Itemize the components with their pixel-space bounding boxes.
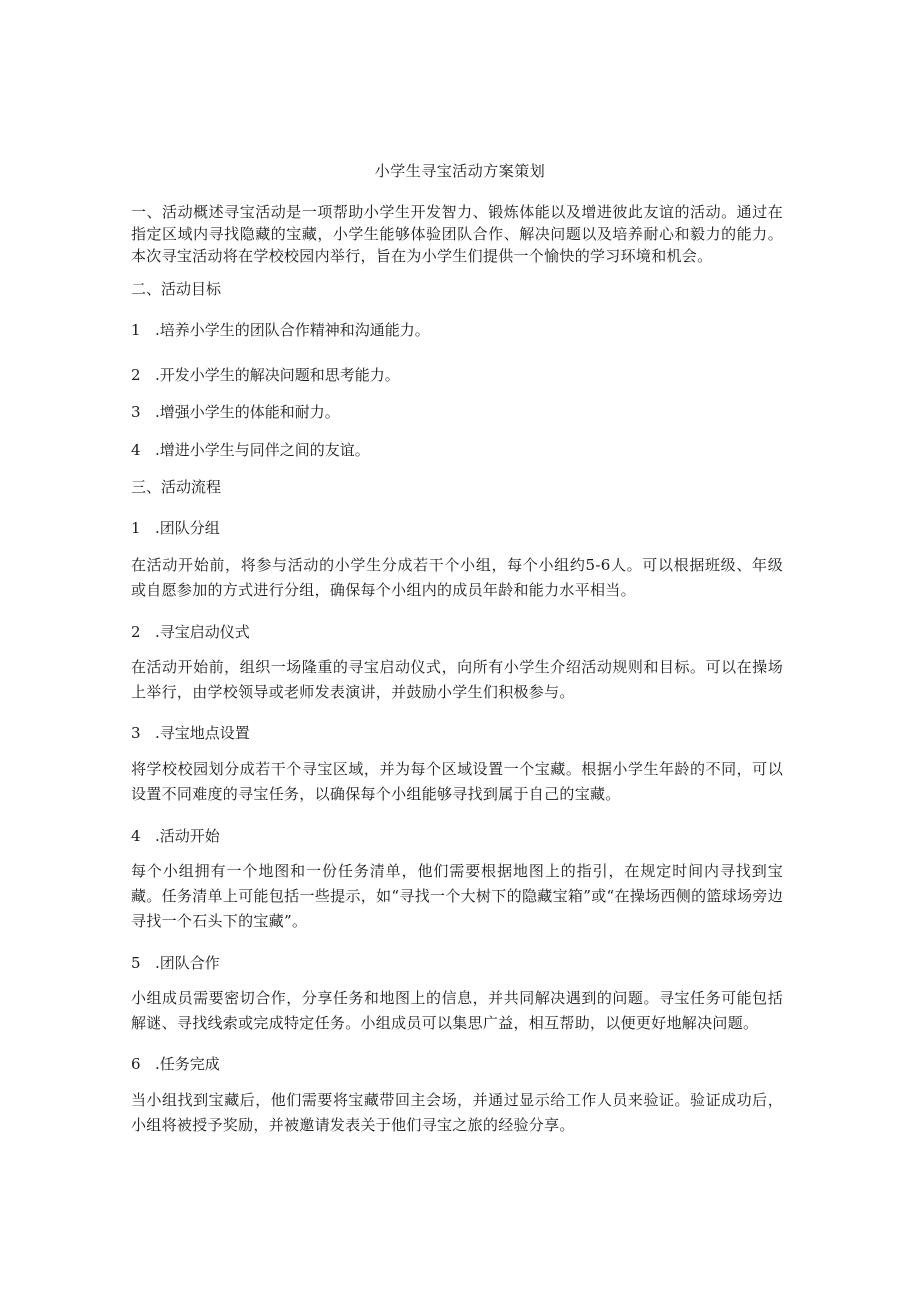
step-heading: [131, 723, 250, 744]
goal-item-text: .培养小学生的团队合作精神和沟通能力。: [155, 321, 430, 339]
step-heading: [131, 953, 220, 974]
goal-item-text: .增进小学生与同伴之间的友谊。: [155, 441, 370, 459]
step-paragraph: 将学校校园划分成若干个寻宝区域，并为每个区域设置一个宝藏。根据小学生年龄的不同，可以设置不同难度的寻宝任务，以确保每个小组能够寻找到属于自己的宝藏。: [131, 760, 783, 803]
section-process-heading: 三、活动流程: [131, 478, 222, 496]
step-title: .寻宝启动仪式: [155, 623, 250, 641]
goal-item-number: 1: [131, 321, 141, 339]
step-number: 6: [131, 1055, 141, 1073]
step-paragraph: 在活动开始前，将参与活动的小学生分成若干个小组，每个小组约5-6人。可以根据班级、年级或自愿参加的方式进行分组，确保每个小组内的成员年龄和能力水平相当。: [131, 556, 783, 599]
step-heading: [131, 826, 220, 847]
step-title: .团队分组: [155, 519, 220, 537]
step-title: .团队合作: [155, 954, 220, 972]
step-paragraph: 每个小组拥有一个地图和一份任务清单，他们需要根据地图上的指引，在规定时间内寻找到宝藏。任务清单上可能包括一些提示，如“寻找一个大树下的隐藏宝箱”或“在操场西侧的篮球场旁边寻找一个石头下的宝藏”。: [131, 862, 783, 930]
step-heading: [131, 622, 250, 643]
step-number: 3: [131, 724, 141, 742]
goal-item-text: .开发小学生的解决问题和思考能力。: [155, 366, 400, 384]
goal-item-number: 3: [131, 403, 141, 421]
section-goals-heading: 二、活动目标: [131, 280, 222, 298]
step-title: .活动开始: [155, 827, 220, 845]
document-title: 小学生寻宝活动方案策划: [374, 162, 546, 180]
step-number: 4: [131, 827, 141, 845]
step-paragraph: 在活动开始前，组织一场隆重的寻宝启动仪式，向所有小学生介绍活动规则和目标。可以在操场上举行，由学校领导或老师发表演讲，并鼓励小学生们积极参与。: [131, 658, 783, 701]
goal-item-number: 2: [131, 366, 141, 384]
goal-item-number: 4: [131, 441, 141, 459]
step-title: .任务完成: [155, 1055, 220, 1073]
step-paragraph: 小组成员需要密切合作，分享任务和地图上的信息，并共同解决遇到的问题。寻宝任务可能包括解谜、寻找线索或完成特定任务。小组成员可以集思广益，相互帮助，以便更好地解决问题。: [131, 989, 783, 1032]
step-number: 5: [131, 954, 141, 972]
goal-item: [131, 320, 430, 341]
step-paragraph: 当小组找到宝藏后，他们需要将宝藏带回主会场，并通过显示给工作人员来验证。验证成功后，小组将被授予奖励，并被邀请发表关于他们寻宝之旅的经验分享。: [131, 1091, 783, 1134]
step-heading: [131, 1054, 220, 1075]
goal-item: [131, 365, 400, 386]
section-overview-paragraph: 一、活动概述寻宝活动是一项帮助小学生开发智力、锻炼体能以及增进彼此友谊的活动。通过在指定区域内寻找隐藏的宝藏，小学生能够体验团队合作、解决问题以及培养耐心和毅力的能力。本次寻宝活动将在学校校园内举行，旨在为小学生们提供一个愉快的学习环境和机会。: [131, 203, 783, 265]
step-title: .寻宝地点设置: [155, 724, 250, 742]
step-number: 2: [131, 623, 141, 641]
step-heading: [131, 518, 220, 539]
step-number: 1: [131, 519, 141, 537]
goal-item-text: .增强小学生的体能和耐力。: [155, 403, 340, 421]
goal-item: [131, 402, 340, 423]
goal-item: [131, 440, 370, 461]
